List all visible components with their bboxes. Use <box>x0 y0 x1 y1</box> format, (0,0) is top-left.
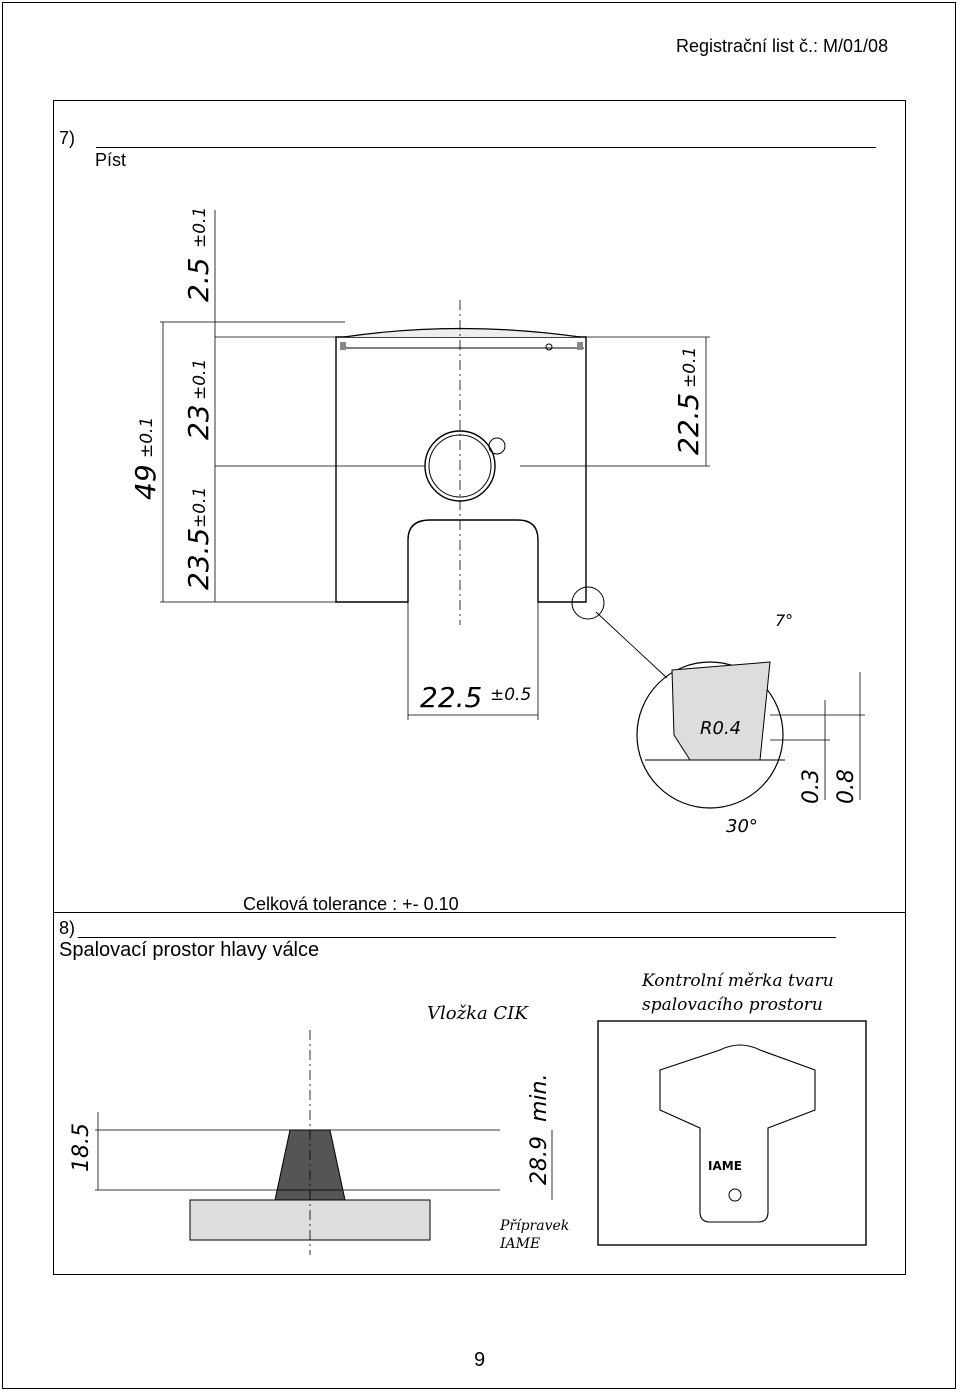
svg-text:23.5: 23.5 <box>182 527 215 590</box>
svg-text:±0.1: ±0.1 <box>190 486 210 528</box>
svg-text:Vložka CIK: Vložka CIK <box>427 1003 528 1024</box>
svg-text:22.5: 22.5 <box>420 681 483 714</box>
svg-text:±0.1: ±0.1 <box>680 346 700 388</box>
svg-text:±0.1: ±0.1 <box>137 416 157 458</box>
section8-title: Spalovací prostor hlavy válce <box>59 939 320 961</box>
svg-text:0.8: 0.8 <box>834 769 859 804</box>
svg-text:spalovacího prostoru: spalovacího prostoru <box>642 995 823 1015</box>
svg-text:±0.5: ±0.5 <box>490 685 532 705</box>
svg-text:30°: 30° <box>726 816 758 837</box>
page-number: 9 <box>474 1349 486 1371</box>
svg-text:±0.1: ±0.1 <box>190 206 210 248</box>
svg-text:22.5: 22.5 <box>672 392 705 455</box>
svg-text:23: 23 <box>182 404 215 440</box>
section7-number: 7) <box>59 128 76 148</box>
svg-text:min.: min. <box>527 1073 552 1122</box>
svg-text:28.9: 28.9 <box>527 1136 552 1185</box>
svg-text:IAME: IAME <box>500 1236 541 1252</box>
section8-number: 8) <box>59 918 76 938</box>
svg-text:IAME: IAME <box>708 1159 742 1173</box>
tolerance-note: Celková tolerance : +- 0.10 <box>243 894 459 914</box>
svg-text:18.5: 18.5 <box>69 1123 94 1172</box>
svg-text:0.3: 0.3 <box>799 769 824 804</box>
svg-text:R0.4: R0.4 <box>700 718 742 739</box>
svg-text:±0.1: ±0.1 <box>190 358 210 400</box>
section7-title: Píst <box>95 150 127 170</box>
svg-text:7°: 7° <box>775 611 794 630</box>
registration-header: Registrační list č.: M/01/08 <box>676 36 889 56</box>
svg-text:2.5: 2.5 <box>182 257 215 302</box>
svg-text:Kontrolní měrka tvaru: Kontrolní měrka tvaru <box>642 971 834 991</box>
svg-text:Přípravek: Přípravek <box>500 1218 570 1234</box>
svg-text:49: 49 <box>129 464 162 500</box>
